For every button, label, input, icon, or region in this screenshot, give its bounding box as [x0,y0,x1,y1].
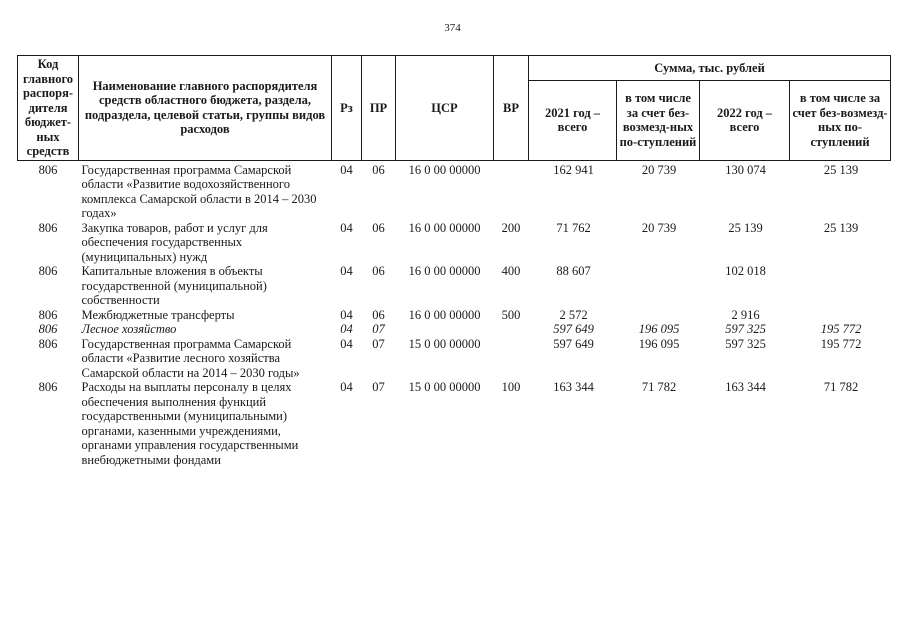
cell-name: Лесное хозяйство [81,322,177,336]
cell-csr: 16 0 00 00000 [408,162,481,177]
cell-rz: 04 [340,307,353,322]
cell-rz: 04 [340,322,353,336]
cell-code: 806 [38,322,58,336]
header-csr: ЦСР [396,56,494,161]
cell-pr: 06 [372,264,385,278]
header-vr: ВР [494,56,529,161]
cell-2022-total: 2 916 [731,307,760,322]
cell-name: Расходы на выплаты персоналу в целях обеспечения выполнения функций государственными (муниципальными) органами, казенными учреждениями, органами управления государственными внебюджетными фондами [81,380,299,467]
cell-vr: 100 [501,380,521,394]
cell-pr: 06 [372,220,385,235]
cell-vr [494,322,529,337]
cell-pr: 07 [372,322,385,336]
cell-name: Закупка товаров, работ и услуг для обеспечения государственных (муниципальных) нужд [81,220,268,264]
cell-rz: 04 [340,162,353,177]
table-row [18,337,891,381]
header-pr: ПР [362,56,396,161]
table-row [18,322,891,337]
cell-code: 806 [38,307,58,322]
cell-code: 806 [38,220,58,235]
cell-2021-free [617,264,700,308]
cell-2022-free: 71 782 [823,380,859,394]
cell-code: 806 [38,380,58,394]
cell-code: 806 [38,264,58,278]
cell-2022-free [790,264,891,308]
cell-2022-free [790,308,891,323]
header-code: Код главного распоря-дителя бюджет-ных средств [18,56,79,161]
cell-2021-free: 71 782 [641,380,677,394]
header-sum: Сумма, тыс. рублей [529,56,891,81]
cell-pr: 06 [372,162,385,177]
cell-pr: 07 [372,380,385,394]
header-2021-free: в том числе за счет без-возмезд-ных по-ступлений [617,81,700,160]
cell-code: 806 [38,162,58,177]
cell-rz: 04 [340,336,353,351]
cell-vr: 500 [501,307,521,322]
cell-csr [396,322,494,337]
cell-2021-total: 597 649 [553,336,594,351]
cell-2022-total: 163 344 [725,380,766,394]
header-name: Наименование главного распорядителя средств областного бюджета, раздела, подраздела, целевой статьи, группы видов расходов [79,56,332,161]
cell-pr: 07 [372,336,385,351]
cell-2021-total: 71 762 [556,220,591,235]
cell-name: Капитальные вложения в объекты государственной (муниципальной) собственности [81,264,267,307]
budget-table [17,55,891,467]
cell-csr: 16 0 00 00000 [408,264,481,278]
cell-vr: 200 [501,220,521,235]
cell-2022-free: 195 772 [820,322,862,336]
cell-2022-free: 25 139 [823,162,859,177]
table-row [18,308,891,323]
cell-rz: 04 [340,264,353,278]
cell-2021-total: 597 649 [553,322,594,336]
cell-vr: 400 [501,264,521,278]
cell-csr: 16 0 00 00000 [408,220,481,235]
cell-2021-total: 88 607 [556,264,591,278]
table-row [18,160,891,221]
cell-2021-total: 2 572 [559,307,588,322]
cell-2022-total: 25 139 [728,220,763,235]
table-row [18,380,891,467]
cell-pr: 06 [372,307,385,322]
cell-name: Межбюджетные трансферты [81,307,235,322]
cell-name: Государственная программа Самарской области «Развитие водохозяйственного комплекса Самарской области в 2014 – 2030 годах» [81,162,317,220]
cell-2021-free: 196 095 [638,336,680,351]
cell-vr [494,160,529,221]
cell-2022-free: 25 139 [823,220,859,235]
cell-csr: 16 0 00 00000 [408,307,481,322]
cell-2021-free: 20 739 [641,162,677,177]
table-row [18,221,891,265]
table-row [18,264,891,308]
cell-rz: 04 [340,380,353,394]
cell-2021-total: 162 941 [553,162,594,177]
cell-name: Государственная программа Самарской области «Развитие лесного хозяйства Самарской области на 2014 – 2030 годы» [81,336,300,380]
cell-code: 806 [38,336,58,351]
cell-2021-total: 163 344 [553,380,594,394]
cell-2022-total: 597 325 [725,336,766,351]
cell-rz: 04 [340,220,353,235]
cell-2022-total: 130 074 [725,162,766,177]
cell-vr [494,337,529,381]
cell-csr: 15 0 00 00000 [408,336,481,351]
header-2022-free: в том числе за счет без-возмезд-ных по-ступлений [790,81,891,160]
cell-2022-free: 195 772 [820,336,862,351]
page-number: 374 [444,22,461,34]
cell-2022-total: 597 325 [725,322,766,336]
cell-csr: 15 0 00 00000 [408,380,481,394]
cell-2021-free: 20 739 [641,220,677,235]
cell-2021-free [617,308,700,323]
header-2022-total: 2022 год – всего [700,81,790,160]
header-rz: Рз [332,56,362,161]
cell-2021-free: 196 095 [638,322,680,336]
cell-2022-total: 102 018 [725,264,766,278]
header-2021-total: 2021 год – всего [529,81,617,160]
